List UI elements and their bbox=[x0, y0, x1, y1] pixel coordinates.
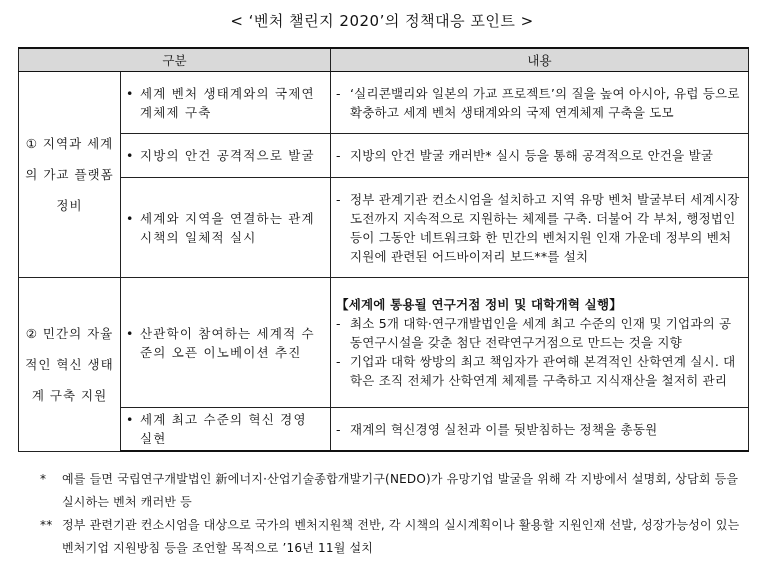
footnote-text: 정부 관련기관 컨소시엄을 대상으로 국가의 벤처지원책 전반, 각 시책의 실시계획이나 활용할 지원인재 선발, 성장가능성이 있는 벤처기업 지원방침 등을 조언할 목적으로 ’16년 11월 설치 bbox=[62, 518, 740, 555]
footnote bbox=[40, 468, 740, 514]
dash-icon: - bbox=[336, 85, 341, 101]
policy-text: 세계 벤처 생태계와의 국제연계체제 구축 bbox=[140, 85, 315, 120]
bullet-icon: • bbox=[126, 85, 135, 101]
table-row bbox=[19, 72, 749, 134]
content-cell bbox=[331, 134, 749, 178]
policy-cell bbox=[121, 408, 331, 452]
content-text: 지방의 안건 발굴 캐러반* 실시 등을 통해 공격적으로 안건을 발굴 bbox=[350, 148, 714, 163]
content-text: 재계의 혁신경영 실천과 이를 뒷받침하는 정책을 총동원 bbox=[350, 421, 658, 437]
content-text: 정부 관계기관 컨소시엄을 설치하고 지역 유망 벤처 발굴부터 세계시장 도전까지 지속적으로 지원하는 체제를 구축. 더불어 각 부처, 행정법인 등이 그동안 네트워크화 한 민간의 벤처지원 인재 가운데 정부의 벤처지원에 관련된 어드바이저리 보드**를 설치 bbox=[350, 191, 740, 264]
table-row bbox=[19, 408, 749, 452]
policy-cell bbox=[121, 72, 331, 134]
policy-cell bbox=[121, 178, 331, 278]
content-text: 최소 5개 대학·연구개발법인을 세계 최고 수준의 인재 및 기업과의 공동연구시설을 갖춘 첨단 전략연구거점으로 만드는 것을 지향 bbox=[350, 316, 732, 350]
policy-cell bbox=[121, 134, 331, 178]
header-row bbox=[19, 48, 749, 72]
policy-cell bbox=[121, 278, 331, 408]
header-content: 내용 bbox=[331, 48, 749, 72]
dash-icon: - bbox=[336, 191, 341, 207]
policy-text: 세계 최고 수준의 혁신 경영 실현 bbox=[140, 412, 307, 446]
footnote-text: 예를 들면 국립연구개발법인 新에너지·산업기술종합개발기구(NEDO)가 유망기업 발굴을 위해 각 지방에서 설명회, 상담회 등을 실시하는 벤처 캐러반 등 bbox=[62, 472, 739, 509]
content-cell bbox=[331, 408, 749, 452]
footnotes bbox=[40, 468, 740, 560]
dash-icon: - bbox=[336, 421, 341, 437]
table-row bbox=[19, 134, 749, 178]
content-cell bbox=[331, 178, 749, 278]
footnote-mark: * bbox=[40, 472, 47, 486]
category-cell: ② 민간의 자율적인 혁신 생태계 구축 지원 bbox=[19, 278, 121, 452]
footnote bbox=[40, 514, 740, 560]
content-text: ‘실리콘밸리와 일본의 가교 프로젝트’의 질을 높여 아시아, 유럽 등으로 확충하고 세계 벤처 생태계와의 국제 연계체제 구축을 도모 bbox=[350, 85, 740, 120]
policy-text: 지방의 안건 공격적으로 발굴 bbox=[140, 148, 315, 163]
dash-icon: - bbox=[336, 148, 341, 163]
policy-table bbox=[18, 47, 749, 452]
content-subheading: 【세계에 통용될 연구거점 정비 및 대학개혁 실행】 bbox=[336, 297, 622, 312]
dash-icon: - bbox=[336, 316, 341, 331]
bullet-icon: • bbox=[126, 325, 135, 341]
category-cell: ① 지역과 세계의 가교 플랫폼정비 bbox=[19, 72, 121, 278]
header-category: 구분 bbox=[19, 48, 331, 72]
dash-icon: - bbox=[336, 354, 341, 369]
policy-text: 산관학이 참여하는 세계적 수준의 오픈 이노베이션 추진 bbox=[140, 325, 315, 360]
table-row bbox=[19, 178, 749, 278]
table-row bbox=[19, 278, 749, 408]
content-cell bbox=[331, 278, 749, 408]
bullet-icon: • bbox=[126, 210, 135, 226]
bullet-icon: • bbox=[126, 148, 135, 163]
bullet-icon: • bbox=[126, 412, 135, 427]
footnote-mark: ** bbox=[40, 518, 53, 532]
content-cell bbox=[331, 72, 749, 134]
policy-text: 세계와 지역을 연결하는 관계 시책의 일체적 실시 bbox=[140, 210, 315, 245]
table-title: < ‘벤처 챌린지 2020’의 정책대응 포인트 > bbox=[230, 12, 534, 30]
content-text: 기업과 대학 쌍방의 최고 책임자가 관여해 본격적인 산학연계 실시. 대학은 조직 전체가 산학연계 체제를 구축하고 지식재산을 철저히 관리 bbox=[350, 354, 736, 388]
